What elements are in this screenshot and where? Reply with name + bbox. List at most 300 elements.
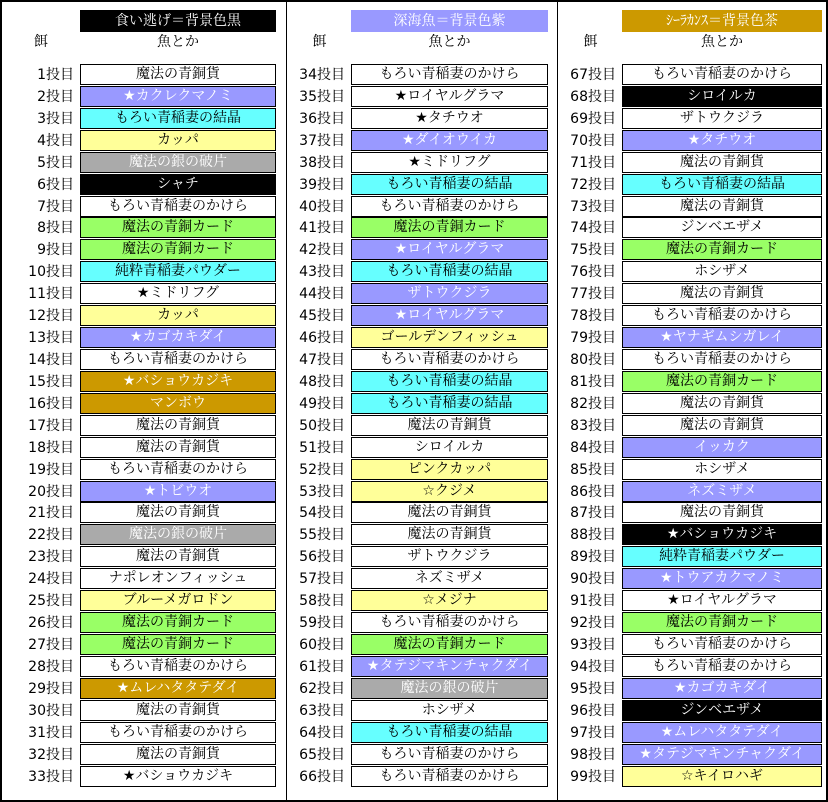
cast-number: 16投目 xyxy=(28,395,74,412)
cast-number: 46投目 xyxy=(299,330,345,347)
cast-number: 19投目 xyxy=(28,461,74,478)
catch-cell: ★ヤナギムシガレイ xyxy=(622,327,822,348)
cast-number: 54投目 xyxy=(299,505,345,522)
cast-number: 18投目 xyxy=(28,439,74,456)
cast-number: 47投目 xyxy=(299,351,345,368)
catch-cell: ★タチウオ xyxy=(622,130,822,151)
catch-cell: 魔法の青銅貨 xyxy=(80,415,276,436)
catch-cell: 魔法の青銅カード xyxy=(622,371,822,392)
catch-cell: 魔法の青銅カード xyxy=(622,612,822,633)
catch-cell: もろい青稲妻のかけら xyxy=(80,349,276,370)
table-row xyxy=(2,501,278,523)
cast-number: 61投目 xyxy=(299,658,345,675)
cast-number: 42投目 xyxy=(299,242,345,259)
cast-number: 90投目 xyxy=(570,571,616,588)
table-row xyxy=(559,173,826,195)
table-row xyxy=(2,655,278,677)
cast-number: 8投目 xyxy=(37,220,74,237)
cast-number: 77投目 xyxy=(570,286,616,303)
header-fish: 魚とか xyxy=(701,34,743,50)
catch-cell: ★タチウオ xyxy=(351,108,548,129)
cast-number: 76投目 xyxy=(570,264,616,281)
cast-number: 49投目 xyxy=(299,395,345,412)
catch-cell: もろい青稲妻のかけら xyxy=(622,349,822,370)
table-row xyxy=(2,195,278,217)
catch-cell: ★ミドリフグ xyxy=(351,152,548,173)
catch-cell: 魔法の青銅カード xyxy=(80,612,276,633)
table-row xyxy=(288,129,550,151)
cast-number: 96投目 xyxy=(570,702,616,719)
cast-number: 24投目 xyxy=(28,571,74,588)
table-row xyxy=(288,370,550,392)
table-row xyxy=(2,238,278,260)
cast-number: 70投目 xyxy=(570,132,616,149)
cast-number: 4投目 xyxy=(37,132,74,149)
catch-cell: ★ダイオウイカ xyxy=(351,130,548,151)
table-row xyxy=(2,633,278,655)
catch-cell: ★カゴカキダイ xyxy=(80,327,276,348)
header-cast: 餌 xyxy=(312,34,327,50)
table-row xyxy=(288,304,550,326)
catch-cell: ★ロイヤルグラマ xyxy=(622,590,822,611)
cast-number: 56投目 xyxy=(299,549,345,566)
catch-cell: 魔法の青銅貨 xyxy=(351,502,548,523)
cast-number: 23投目 xyxy=(28,549,74,566)
table-row xyxy=(559,238,826,260)
catch-cell: 魔法の青銅貨 xyxy=(80,546,276,567)
cast-list xyxy=(559,63,826,786)
cast-number: 87投目 xyxy=(570,505,616,522)
cast-number: 25投目 xyxy=(28,593,74,610)
table-row xyxy=(2,151,278,173)
cast-number: 72投目 xyxy=(570,176,616,193)
catch-cell: もろい青稲妻のかけら xyxy=(351,744,548,765)
cast-number: 39投目 xyxy=(299,176,345,193)
catch-cell: 魔法の青銅貨 xyxy=(80,700,276,721)
table-row xyxy=(288,326,550,348)
table-row xyxy=(288,348,550,370)
cast-number: 59投目 xyxy=(299,615,345,632)
cast-number: 40投目 xyxy=(299,198,345,215)
table-row xyxy=(559,699,826,721)
table-row xyxy=(288,238,550,260)
table-row xyxy=(2,414,278,436)
table-row xyxy=(2,589,278,611)
cast-number: 32投目 xyxy=(28,746,74,763)
legend-brown: ｼｰﾗｶﾝｽ＝背景色茶 xyxy=(622,10,822,32)
cast-number: 68投目 xyxy=(570,88,616,105)
catch-cell: 魔法の青銅貨 xyxy=(622,283,822,304)
table-row xyxy=(559,677,826,699)
table-row xyxy=(2,677,278,699)
table-row xyxy=(2,765,278,787)
table-row xyxy=(288,436,550,458)
catch-cell: 魔法の青銅貨 xyxy=(80,502,276,523)
cast-number: 60投目 xyxy=(299,636,345,653)
catch-cell: ★カゴカキダイ xyxy=(622,678,822,699)
catch-cell: マンボウ xyxy=(80,393,276,414)
cast-number: 82投目 xyxy=(570,395,616,412)
column-group-2 xyxy=(288,2,550,785)
table-row xyxy=(2,611,278,633)
table-row xyxy=(559,523,826,545)
catch-cell: ホシザメ xyxy=(622,459,822,480)
cast-number: 6投目 xyxy=(37,176,74,193)
legend-black: 食い逃げ＝背景色黒 xyxy=(80,10,276,32)
table-row xyxy=(559,107,826,129)
catch-cell: ザトウクジラ xyxy=(351,283,548,304)
catch-cell: ★ロイヤルグラマ xyxy=(351,305,548,326)
table-row xyxy=(559,611,826,633)
catch-cell: 魔法の銀の破片 xyxy=(80,152,276,173)
catch-cell: ザトウクジラ xyxy=(351,546,548,567)
header-cast: 餌 xyxy=(34,34,48,50)
table-row xyxy=(2,129,278,151)
catch-cell: ホシザメ xyxy=(351,700,548,721)
catch-cell: ★ムレハタタテダイ xyxy=(622,722,822,743)
table-row xyxy=(559,458,826,480)
catch-cell: もろい青稲妻のかけら xyxy=(80,196,276,217)
cast-number: 36投目 xyxy=(299,110,345,127)
cast-number: 43投目 xyxy=(299,264,345,281)
cast-number: 30投目 xyxy=(28,702,74,719)
catch-cell: ジンベエザメ xyxy=(622,700,822,721)
table-row xyxy=(2,480,278,502)
cast-number: 35投目 xyxy=(299,88,345,105)
cast-list xyxy=(2,63,278,786)
catch-cell: ★ムレハタタテダイ xyxy=(80,678,276,699)
cast-number: 28投目 xyxy=(28,658,74,675)
header-fish: 魚とか xyxy=(428,34,471,50)
table-row xyxy=(2,348,278,370)
cast-number: 7投目 xyxy=(37,198,74,215)
catch-cell: ★バショウカジキ xyxy=(80,766,276,787)
catch-cell: ジンベエザメ xyxy=(622,217,822,238)
cast-number: 2投目 xyxy=(37,88,74,105)
catch-cell: ナポレオンフィッシュ xyxy=(80,568,276,589)
catch-cell: 魔法の青銅貨 xyxy=(622,502,822,523)
table-row xyxy=(559,392,826,414)
table-row xyxy=(2,85,278,107)
table-row xyxy=(2,567,278,589)
catch-cell: ★バショウカジキ xyxy=(80,371,276,392)
header-fish: 魚とか xyxy=(157,34,199,50)
table-row xyxy=(559,216,826,238)
cast-number: 9投目 xyxy=(37,242,74,259)
cast-number: 62投目 xyxy=(299,680,345,697)
cast-number: 91投目 xyxy=(570,593,616,610)
cast-number: 11投目 xyxy=(28,286,74,303)
cast-number: 17投目 xyxy=(28,417,74,434)
catch-cell: ★トウアカクマノミ xyxy=(622,568,822,589)
cast-number: 67投目 xyxy=(570,67,616,83)
cast-number: 55投目 xyxy=(299,527,345,544)
cast-number: 20投目 xyxy=(28,483,74,500)
catch-cell: もろい青稲妻の結晶 xyxy=(80,108,276,129)
catch-cell: ★バショウカジキ xyxy=(622,524,822,545)
table-row xyxy=(288,699,550,721)
cast-number: 51投目 xyxy=(299,439,345,456)
catch-cell: イッカク xyxy=(622,437,822,458)
catch-cell: もろい青稲妻のかけら xyxy=(351,612,548,633)
catch-cell: 魔法の青銅カード xyxy=(622,239,822,260)
table-row xyxy=(288,173,550,195)
cast-list xyxy=(288,63,550,786)
catch-cell: もろい青稲妻のかけら xyxy=(80,459,276,480)
table-row xyxy=(559,589,826,611)
cast-number: 88投目 xyxy=(570,527,616,544)
table-row xyxy=(2,545,278,567)
cast-number: 33投目 xyxy=(28,768,74,785)
catch-cell: ★ロイヤルグラマ xyxy=(351,239,548,260)
table-row xyxy=(559,721,826,743)
table-row xyxy=(288,765,550,787)
table-row xyxy=(288,523,550,545)
table-row xyxy=(559,326,826,348)
catch-cell: もろい青稲妻のかけら xyxy=(80,722,276,743)
catch-cell: もろい青稲妻の結晶 xyxy=(351,722,548,743)
cast-number: 74投目 xyxy=(570,220,616,237)
table-row xyxy=(559,545,826,567)
cast-number: 50投目 xyxy=(299,417,345,434)
catch-cell: もろい青稲妻のかけら xyxy=(351,196,548,217)
catch-cell: ブルーメガロドン xyxy=(80,590,276,611)
catch-cell: もろい青稲妻のかけら xyxy=(351,64,548,85)
legend-purple: 深海魚＝背景色紫 xyxy=(351,10,548,32)
table-row xyxy=(288,677,550,699)
catch-cell: ★ロイヤルグラマ xyxy=(351,86,548,107)
table-row xyxy=(288,216,550,238)
cast-number: 22投目 xyxy=(28,527,74,544)
catch-cell: シロイルカ xyxy=(351,437,548,458)
catch-cell: 魔法の青銅貨 xyxy=(351,415,548,436)
table-row xyxy=(288,195,550,217)
cast-number: 57投目 xyxy=(299,571,345,588)
catch-cell: シャチ xyxy=(80,174,276,195)
table-row xyxy=(288,611,550,633)
cast-number: 53投目 xyxy=(299,483,345,500)
catch-cell: 魔法の青銅貨 xyxy=(622,393,822,414)
cast-number: 15投目 xyxy=(28,373,74,390)
cast-number: 31投目 xyxy=(28,724,74,741)
table-row xyxy=(559,370,826,392)
catch-cell: ★トビウオ xyxy=(80,481,276,502)
table-row xyxy=(288,282,550,304)
cast-number: 94投目 xyxy=(570,658,616,675)
catch-cell: もろい青稲妻のかけら xyxy=(80,656,276,677)
catch-cell: 魔法の青銅カード xyxy=(351,217,548,238)
catch-cell: シロイルカ xyxy=(622,86,822,107)
table-row xyxy=(559,567,826,589)
table-row xyxy=(2,699,278,721)
cast-number: 52投目 xyxy=(299,461,345,478)
catch-cell: 魔法の青銅カード xyxy=(80,239,276,260)
catch-cell: もろい青稲妻の結晶 xyxy=(351,393,548,414)
table-row xyxy=(559,151,826,173)
table-row xyxy=(288,545,550,567)
table-row xyxy=(559,743,826,765)
table-row xyxy=(2,304,278,326)
table-row xyxy=(288,743,550,765)
cast-number: 66投目 xyxy=(299,768,345,785)
cast-number: 99投目 xyxy=(570,768,616,785)
cast-number: 85投目 xyxy=(570,461,616,478)
catch-cell: 純粋青稲妻パウダー xyxy=(622,546,822,567)
cast-number: 69投目 xyxy=(570,110,616,127)
catch-cell: ホシザメ xyxy=(622,261,822,282)
cast-number: 44投目 xyxy=(299,286,345,303)
header-cast: 餌 xyxy=(583,34,598,50)
table-row xyxy=(559,501,826,523)
catch-cell: もろい青稲妻のかけら xyxy=(622,305,822,326)
catch-cell: 魔法の青銅貨 xyxy=(622,196,822,217)
cast-number: 37投目 xyxy=(299,132,345,149)
catch-cell: ☆クジメ xyxy=(351,481,548,502)
catch-cell: ★ミドリフグ xyxy=(80,283,276,304)
cast-number: 89投目 xyxy=(570,549,616,566)
catch-cell: 魔法の青銅カード xyxy=(80,217,276,238)
table-row xyxy=(2,370,278,392)
table-row xyxy=(288,414,550,436)
cast-number: 63投目 xyxy=(299,702,345,719)
table-row xyxy=(2,173,278,195)
catch-cell: もろい青稲妻のかけら xyxy=(351,766,548,787)
catch-cell: 魔法の青銅貨 xyxy=(80,64,276,85)
table-row xyxy=(559,414,826,436)
cast-number: 92投目 xyxy=(570,615,616,632)
cast-number: 86投目 xyxy=(570,483,616,500)
cast-number: 78投目 xyxy=(570,308,616,325)
column-group-1 xyxy=(2,2,278,785)
cast-number: 34投目 xyxy=(299,67,345,83)
table-row xyxy=(2,458,278,480)
table-row xyxy=(2,721,278,743)
cast-number: 14投目 xyxy=(28,351,74,368)
table-row xyxy=(2,260,278,282)
table-row xyxy=(559,85,826,107)
column-divider xyxy=(557,2,558,800)
catch-cell: ネズミザメ xyxy=(351,568,548,589)
table-row xyxy=(288,107,550,129)
cast-number: 73投目 xyxy=(570,198,616,215)
catch-cell: ★カクレクマノミ xyxy=(80,86,276,107)
cast-number: 13投目 xyxy=(28,330,74,347)
table-row xyxy=(559,655,826,677)
table-row xyxy=(2,436,278,458)
cast-number: 93投目 xyxy=(570,636,616,653)
table-row xyxy=(559,195,826,217)
cast-number: 45投目 xyxy=(299,308,345,325)
cast-number: 71投目 xyxy=(570,154,616,171)
cast-number: 27投目 xyxy=(28,636,74,653)
catch-cell: もろい青稲妻の結晶 xyxy=(351,174,548,195)
catch-cell: ネズミザメ xyxy=(622,481,822,502)
table-row xyxy=(2,743,278,765)
table-row xyxy=(559,480,826,502)
catch-cell: カッパ xyxy=(80,130,276,151)
table-row xyxy=(559,304,826,326)
catch-cell: もろい青稲妻のかけら xyxy=(622,634,822,655)
catch-cell: ピンクカッパ xyxy=(351,459,548,480)
cast-number: 97投目 xyxy=(570,724,616,741)
cast-number: 21投目 xyxy=(28,505,74,522)
cast-number: 81投目 xyxy=(570,373,616,390)
catch-cell: ☆メジナ xyxy=(351,590,548,611)
table-row xyxy=(288,589,550,611)
table-row xyxy=(2,523,278,545)
table-row xyxy=(288,63,550,85)
catch-cell: もろい青稲妻のかけら xyxy=(351,349,548,370)
catch-cell: ☆キイロハギ xyxy=(622,766,822,787)
column-group-3 xyxy=(559,2,826,785)
cast-number: 29投目 xyxy=(28,680,74,697)
catch-cell: ゴールデンフィッシュ xyxy=(351,327,548,348)
catch-cell: 魔法の青銅貨 xyxy=(622,152,822,173)
catch-cell: ★タテジマキンチャクダイ xyxy=(351,656,548,677)
catch-cell: 魔法の青銅貨 xyxy=(622,415,822,436)
table-row xyxy=(288,567,550,589)
cast-number: 95投目 xyxy=(570,680,616,697)
catch-cell: もろい青稲妻の結晶 xyxy=(351,371,548,392)
cast-number: 98投目 xyxy=(570,746,616,763)
table-row xyxy=(559,260,826,282)
table-row xyxy=(559,633,826,655)
table-row xyxy=(559,765,826,787)
cast-number: 5投目 xyxy=(37,154,74,171)
table-row xyxy=(288,721,550,743)
table-row xyxy=(559,348,826,370)
cast-number: 26投目 xyxy=(28,615,74,632)
cast-number: 80投目 xyxy=(570,351,616,368)
cast-number: 75投目 xyxy=(570,242,616,259)
table-row xyxy=(2,392,278,414)
table-row xyxy=(288,480,550,502)
cast-number: 41投目 xyxy=(299,220,345,237)
catch-cell: 魔法の青銅貨 xyxy=(80,744,276,765)
catch-cell: もろい青稲妻の結晶 xyxy=(622,174,822,195)
catch-cell: 魔法の銀の破片 xyxy=(351,678,548,699)
table-row xyxy=(2,107,278,129)
table-row xyxy=(559,63,826,85)
cast-number: 38投目 xyxy=(299,154,345,171)
catch-cell: 魔法の銀の破片 xyxy=(80,524,276,545)
table-row xyxy=(288,85,550,107)
catch-cell: 魔法の青銅カード xyxy=(351,634,548,655)
catch-cell: もろい青稲妻のかけら xyxy=(622,64,822,85)
table-row xyxy=(288,655,550,677)
cast-number: 1投目 xyxy=(37,67,74,83)
cast-number: 79投目 xyxy=(570,330,616,347)
cast-number: 58投目 xyxy=(299,593,345,610)
table-row xyxy=(288,501,550,523)
catch-cell: カッパ xyxy=(80,305,276,326)
table-row xyxy=(288,392,550,414)
catch-cell: 純粋青稲妻パウダー xyxy=(80,261,276,282)
table-row xyxy=(559,129,826,151)
catch-cell: 魔法の青銅貨 xyxy=(80,437,276,458)
cast-number: 83投目 xyxy=(570,417,616,434)
cast-number: 64投目 xyxy=(299,724,345,741)
catch-cell: 魔法の青銅貨 xyxy=(351,524,548,545)
cast-number: 65投目 xyxy=(299,746,345,763)
table-row xyxy=(2,216,278,238)
catch-cell: ザトウクジラ xyxy=(622,108,822,129)
table-row xyxy=(2,282,278,304)
catch-cell: もろい青稲妻のかけら xyxy=(622,656,822,677)
cast-number: 48投目 xyxy=(299,373,345,390)
cast-number: 12投目 xyxy=(28,308,74,325)
table-row xyxy=(559,282,826,304)
